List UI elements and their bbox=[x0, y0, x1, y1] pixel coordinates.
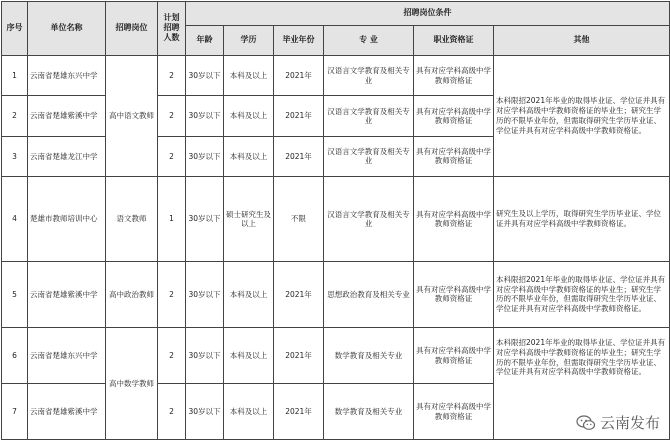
cell-unit: 云南省楚雄紫溪中学 bbox=[28, 96, 106, 136]
cell-unit: 云南省楚雄东兴中学 bbox=[28, 328, 106, 384]
cell-grad-year: 2021年 bbox=[274, 328, 324, 384]
header-other: 其他 bbox=[494, 25, 670, 55]
cell-count: 2 bbox=[158, 261, 186, 327]
cell-grad-year: 2021年 bbox=[274, 96, 324, 136]
cell-major: 数学教育及相关专业 bbox=[324, 328, 414, 384]
cell-count: 2 bbox=[158, 328, 186, 384]
cell-unit: 楚雄市教师培训中心 bbox=[28, 176, 106, 261]
header-unit: 单位名称 bbox=[28, 2, 106, 56]
cell-grad-year: 2021年 bbox=[274, 55, 324, 95]
cell-education: 本科及以上 bbox=[224, 261, 274, 327]
cell-major: 汉语言文学教育及相关专业 bbox=[324, 96, 414, 136]
cell-unit: 云南省楚雄东兴中学 bbox=[28, 55, 106, 95]
cell-age: 30岁以下 bbox=[186, 96, 224, 136]
cell-major: 汉语言文学教育及相关专业 bbox=[324, 136, 414, 176]
header-cert: 职业资格证 bbox=[414, 25, 494, 55]
cell-cert: 具有对应学科高级中学教师资格证 bbox=[414, 176, 494, 261]
cell-grad-year: 2021年 bbox=[274, 261, 324, 327]
cell-education: 本科及以上 bbox=[224, 328, 274, 384]
cell-education: 本科及以上 bbox=[224, 55, 274, 95]
cell-education: 硕士研究生及以上 bbox=[224, 176, 274, 261]
cell-position: 语文教师 bbox=[106, 176, 158, 261]
cell-major: 汉语言文学教育及相关专业 bbox=[324, 55, 414, 95]
watermark bbox=[576, 412, 660, 433]
cell-other: 研究生及以上学历，取得研究生学历毕业证、学位证并具有对应学科高级中学教师资格证。 bbox=[494, 176, 670, 261]
header-conditions: 招聘岗位条件 bbox=[186, 2, 670, 26]
cell-count: 2 bbox=[158, 55, 186, 95]
wechat-icon bbox=[576, 415, 596, 431]
cell-grad-year: 2021年 bbox=[274, 136, 324, 176]
cell-serial: 4 bbox=[2, 176, 28, 261]
cell-cert: 具有对应学科高级中学教师资格证 bbox=[414, 55, 494, 95]
cell-serial: 7 bbox=[2, 384, 28, 440]
cell-education: 本科及以上 bbox=[224, 96, 274, 136]
cell-age: 30岁以下 bbox=[186, 55, 224, 95]
cell-count: 2 bbox=[158, 384, 186, 440]
cell-unit: 云南省楚雄紫溪中学 bbox=[28, 384, 106, 440]
cell-unit: 云南省楚雄紫溪中学 bbox=[28, 261, 106, 327]
cell-position: 高中政治教师 bbox=[106, 261, 158, 327]
cell-serial: 2 bbox=[2, 96, 28, 136]
table-row bbox=[2, 328, 670, 384]
cell-serial: 5 bbox=[2, 261, 28, 327]
cell-position: 高中数学教师 bbox=[106, 328, 158, 440]
header-age: 年龄 bbox=[186, 25, 224, 55]
table-row bbox=[2, 176, 670, 261]
header-grad-year: 毕业年份 bbox=[274, 25, 324, 55]
header-position: 招聘岗位 bbox=[106, 2, 158, 56]
cell-major: 汉语言文学教育及相关专业 bbox=[324, 176, 414, 261]
recruitment-table bbox=[1, 1, 670, 440]
header-serial: 序号 bbox=[2, 2, 28, 56]
header-plan-count: 计划招聘人数 bbox=[158, 2, 186, 56]
cell-serial: 1 bbox=[2, 55, 28, 95]
cell-unit: 云南省楚雄龙江中学 bbox=[28, 136, 106, 176]
cell-position: 高中语文教师 bbox=[106, 55, 158, 176]
cell-major: 数学教育及相关专业 bbox=[324, 384, 414, 440]
cell-grad-year: 2021年 bbox=[274, 384, 324, 440]
cell-education: 本科及以上 bbox=[224, 384, 274, 440]
cell-cert: 具有对应学科高级中学教师资格证 bbox=[414, 328, 494, 384]
cell-serial: 3 bbox=[2, 136, 28, 176]
cell-grad-year: 不限 bbox=[274, 176, 324, 261]
cell-age: 30岁以下 bbox=[186, 328, 224, 384]
cell-count: 1 bbox=[158, 176, 186, 261]
cell-age: 30岁以下 bbox=[186, 136, 224, 176]
header-major: 专 业 bbox=[324, 25, 414, 55]
cell-age: 30岁以下 bbox=[186, 261, 224, 327]
cell-other: 本科限招2021年毕业的取得毕业证、学位证并具有对应学科高级中学教师资格证的毕业生；研究生学历的不限毕业年份，但需取得研究生学历毕业证、学位证并具有对应学科高级中学教师资格证。 bbox=[494, 261, 670, 327]
cell-age: 30岁以下 bbox=[186, 176, 224, 261]
header-education: 学历 bbox=[224, 25, 274, 55]
cell-serial: 6 bbox=[2, 328, 28, 384]
cell-age: 30岁以下 bbox=[186, 384, 224, 440]
cell-education: 本科及以上 bbox=[224, 136, 274, 176]
cell-count: 2 bbox=[158, 136, 186, 176]
cell-cert: 具有对应学科高级中学教师资格证 bbox=[414, 96, 494, 136]
cell-cert: 具有对应学科高级中学教师资格证 bbox=[414, 136, 494, 176]
table-row bbox=[2, 261, 670, 327]
table-row bbox=[2, 55, 670, 95]
header-row-1 bbox=[2, 2, 670, 26]
cell-other: 本科限招2021年毕业的取得毕业证、学位证并具有对应学科高级中学教师资格证的毕业生；研究生学历的不限毕业年份，但需取得研究生学历毕业证、学位证并具有对应学科高级中学教师资格证。 bbox=[494, 55, 670, 176]
cell-count: 2 bbox=[158, 96, 186, 136]
cell-cert: 具有对应学科高级中学教师资格证 bbox=[414, 261, 494, 327]
cell-cert: 具有对应学科高级中学教师资格证 bbox=[414, 384, 494, 440]
cell-other: 本科限招2021年毕业的取得毕业证、学位证并具有对应学科高级中学教师资格证的毕业生；研究生学历的不限毕业年份，但需取得研究生学历毕业证、学位证并具有对应学科高级中学教师资格证。 bbox=[494, 328, 670, 440]
watermark-text: 云南发布 bbox=[599, 414, 660, 432]
cell-major: 思想政治教育及相关专业 bbox=[324, 261, 414, 327]
